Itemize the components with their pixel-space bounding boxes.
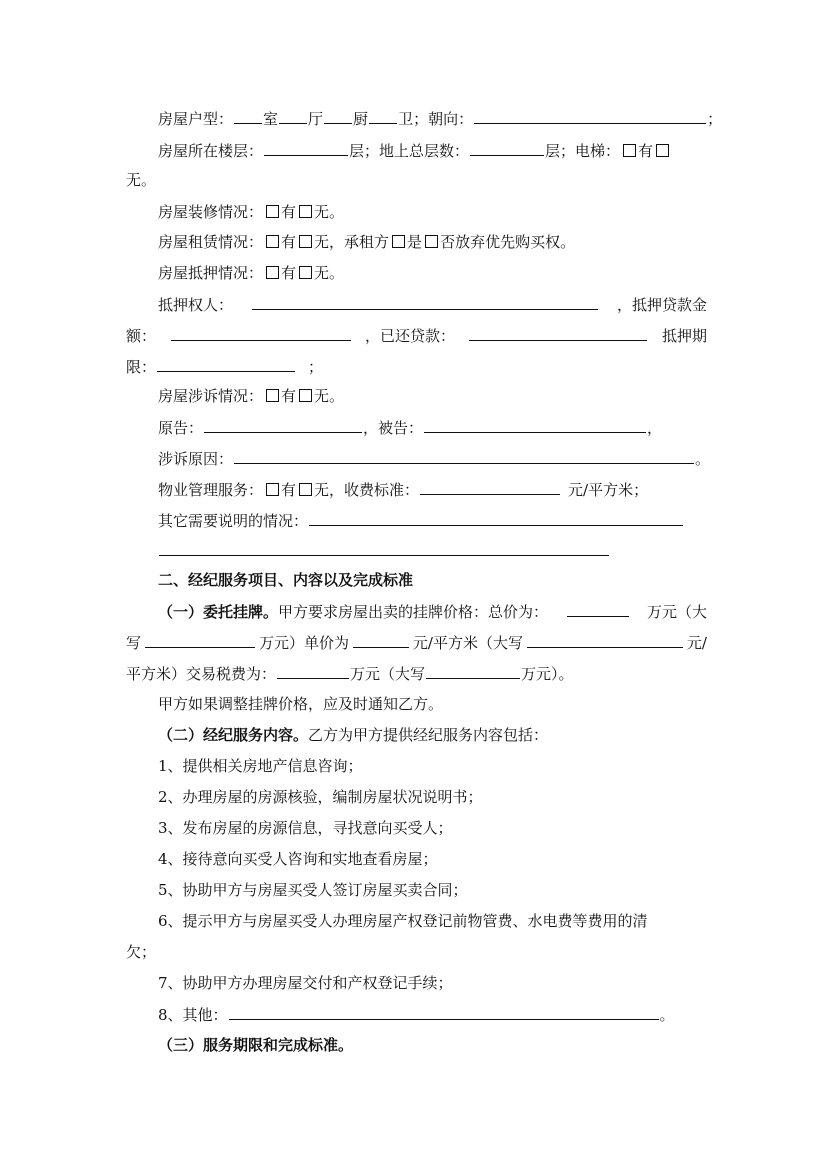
listing-row-2: 写 万元）单价为 元/平方米（大写 元/ (126, 634, 707, 652)
service-content-row: （二）经纪服务内容。乙方为甲方提供经纪服务内容包括： (158, 726, 549, 744)
decoration-yes-checkbox[interactable] (266, 205, 279, 218)
defendant-blank[interactable] (424, 417, 646, 433)
unit-price-words-blank[interactable] (527, 632, 683, 648)
list-item: 7、协助甲方办理房屋交付和产权登记手续； (158, 974, 453, 992)
litigation-no-checkbox[interactable] (299, 389, 312, 402)
mortgage-term-blank[interactable] (157, 356, 295, 372)
parties-row: 原告： ，被告： ， (158, 419, 663, 437)
room-count-blank[interactable] (234, 108, 262, 124)
orientation-blank[interactable] (474, 108, 706, 124)
repaid-blank[interactable] (469, 325, 647, 341)
tenant-no-checkbox[interactable] (425, 235, 438, 248)
total-price-blank[interactable] (567, 601, 629, 617)
list-item-wrap: 欠； (126, 943, 157, 961)
other-item-blank[interactable] (229, 1004, 659, 1020)
hall-count-blank[interactable] (279, 108, 307, 124)
lease-yes-checkbox[interactable] (266, 235, 279, 248)
decoration-no-checkbox[interactable] (299, 205, 312, 218)
total-floors-blank[interactable] (470, 140, 544, 156)
list-item: 2、办理房屋的房源核验，编制房屋状况说明书； (158, 788, 483, 806)
other-blank[interactable] (309, 510, 683, 526)
unit-price-blank[interactable] (353, 632, 409, 648)
other-row: 其它需要说明的情况： (158, 510, 707, 531)
other-row-2 (158, 540, 707, 561)
tax-blank[interactable] (277, 663, 349, 679)
tenant-yes-checkbox[interactable] (392, 235, 405, 248)
adjust-price-note: 甲方如果调整挂牌价格，应及时通知乙方。 (158, 695, 444, 713)
reason-blank[interactable] (234, 448, 694, 464)
mortgage-yes-checkbox[interactable] (266, 266, 279, 279)
term-heading: （三）服务期限和完成标准。 (158, 1036, 354, 1054)
kitchen-count-blank[interactable] (324, 108, 352, 124)
elevator-yes-checkbox[interactable] (623, 144, 636, 157)
total-price-words-blank[interactable] (145, 632, 255, 648)
bath-count-blank[interactable] (369, 108, 397, 124)
listing-row-1: （一）委托挂牌。甲方要求房屋出卖的挂牌价格：总价为： 万元（大 (158, 603, 707, 621)
listing-row-3: 平方米）交易税费为： 万元（大写 万元）。 (126, 665, 574, 683)
loan-amount-blank[interactable] (171, 325, 351, 341)
mortgagee-row: 抵押权人： ，抵押贷款金 (158, 296, 707, 314)
mortgage-term-row: 限： ； (126, 358, 324, 376)
fee-standard-blank[interactable] (420, 479, 560, 495)
other-item-row: 8、其他： 。 (158, 1006, 675, 1024)
floor-row: 房屋所在楼层： 层；地上总层数： 层；电梯： 有 (158, 140, 707, 161)
floor-blank[interactable] (264, 140, 348, 156)
list-item: 5、协助甲方与房屋买受人签订房屋买卖合同； (158, 881, 468, 899)
tax-words-blank[interactable] (426, 663, 520, 679)
lease-no-checkbox[interactable] (299, 235, 312, 248)
mgmt-no-checkbox[interactable] (299, 483, 312, 496)
property-mgmt-row: 物业管理服务： 有 无，收费标准： 元/平方米； (158, 481, 649, 499)
reason-row: 涉诉原因： 。 (158, 450, 711, 468)
plaintiff-blank[interactable] (204, 417, 362, 433)
mortgage-no-checkbox[interactable] (299, 266, 312, 279)
list-item: 6、提示甲方与房屋买受人办理房屋产权登记前物管费、水电费等费用的清 (158, 912, 648, 930)
litigation-row: 房屋涉诉情况： 有 无。 (158, 387, 345, 405)
mgmt-yes-checkbox[interactable] (266, 483, 279, 496)
section2-title: 二、经纪服务项目、内容以及完成标准 (158, 571, 414, 589)
list-item: 1、提供相关房地产信息咨询； (158, 757, 363, 775)
litigation-yes-checkbox[interactable] (266, 389, 279, 402)
list-item: 3、发布房屋的房源信息，寻找意向买受人； (158, 819, 453, 837)
decoration-row: 房屋装修情况： 有 无。 (158, 203, 345, 221)
loan-amount-row: 额： ，已还贷款： 抵押期 (126, 327, 707, 345)
floor-row-wrap: 无。 (126, 171, 157, 189)
elevator-no-checkbox[interactable] (656, 144, 669, 157)
lease-row: 房屋租赁情况： 有 无，承租方 是 否放弃优先购买权。 (158, 233, 576, 251)
list-item: 4、接待意向买受人咨询和实地查看房屋； (158, 850, 438, 868)
house-type-row: 房屋户型： 室 厅 厨 卫；朝向： ； (158, 110, 723, 128)
other-blank-2[interactable] (159, 540, 609, 556)
mortgage-row: 房屋抵押情况： 有 无。 (158, 264, 345, 282)
mortgagee-blank[interactable] (252, 294, 598, 310)
